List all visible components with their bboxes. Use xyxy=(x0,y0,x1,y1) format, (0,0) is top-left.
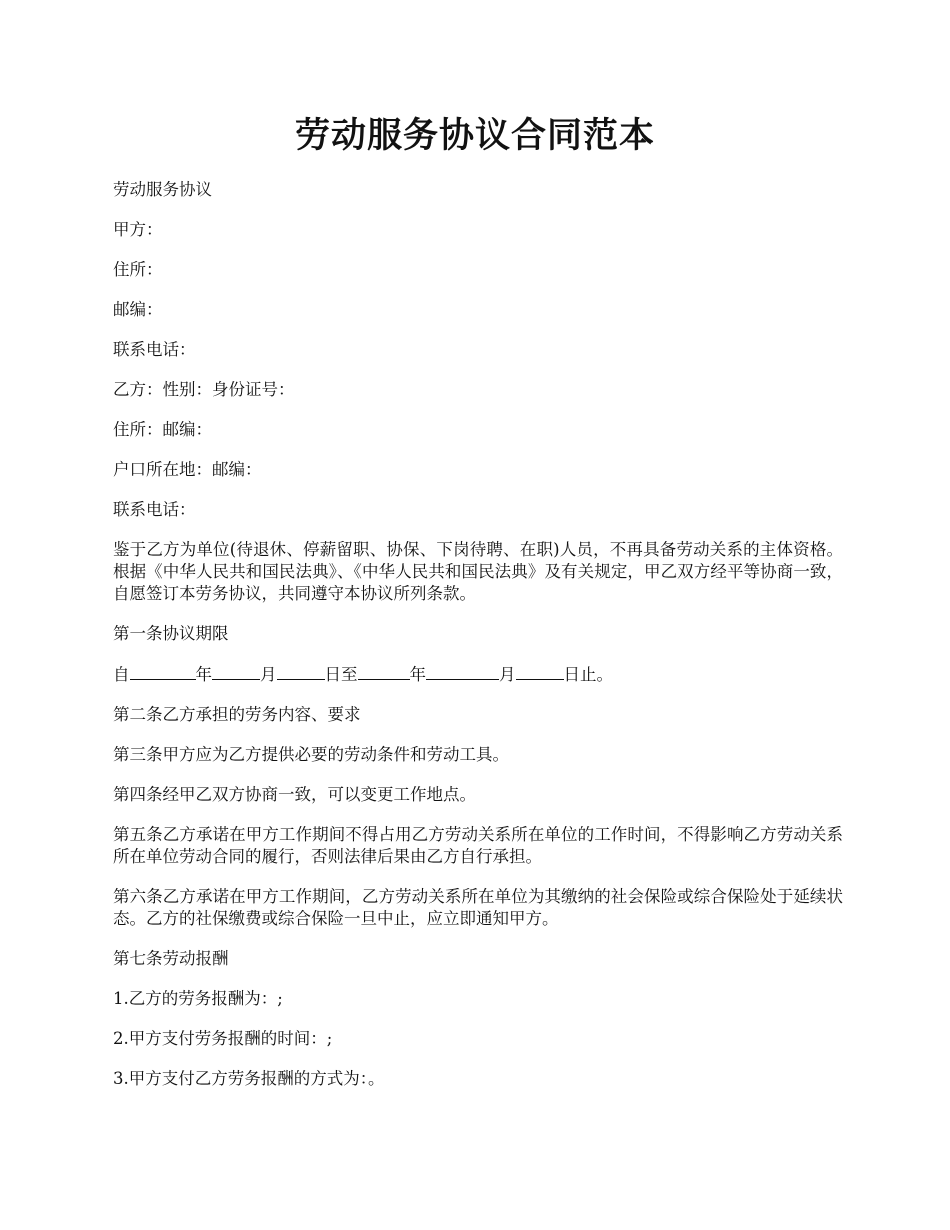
paragraph-heading: 劳动服务协议 xyxy=(113,180,212,199)
article-2: 第二条乙方承担的劳务内容、要求 xyxy=(113,705,361,724)
document-body xyxy=(113,179,843,1108)
blank-year-end xyxy=(358,663,410,680)
term-line xyxy=(113,663,843,686)
article-3: 第三条甲方应为乙方提供必要的劳动条件和劳动工具。 xyxy=(113,745,509,764)
term-month2: 月 xyxy=(499,665,516,684)
party-b-household: 户口所在地：邮编： xyxy=(113,460,262,479)
article-5: 第五条乙方承诺在甲方工作期间不得占用乙方劳动关系所在单位的工作时间，不得影响乙方劳动关系所在单位劳动合同的履行，否则法律后果由乙方自行承担。 xyxy=(113,825,843,866)
party-b-label: 乙方：性别：身份证号： xyxy=(113,380,295,399)
article-7-item-1: 1.乙方的劳务报酬为：; xyxy=(113,989,283,1008)
document-title: 劳动服务协议合同范本 xyxy=(294,115,655,156)
term-day1: 日至 xyxy=(324,665,358,684)
term-month1: 月 xyxy=(260,665,277,684)
blank-month-end xyxy=(426,663,499,680)
party-a-postcode: 邮编： xyxy=(113,300,163,319)
article-7-item-3: 3.甲方支付乙方劳务报酬的方式为：。 xyxy=(113,1069,385,1088)
party-a-address: 住所： xyxy=(113,260,163,279)
blank-month-start xyxy=(212,663,260,680)
preamble-paragraph: 鉴于乙方为单位(待退休、停薪留职、协保、下岗待聘、在职)人员，不再具备劳动关系的主体资格。根据《中华人民共和国民法典》、《中华人民共和国民法典》及有关规定，甲乙双方经平等协商一致，自愿签订本劳务协议，共同遵守本协议所列条款。 xyxy=(113,540,843,603)
party-a-phone: 联系电话： xyxy=(113,340,196,359)
blank-day-start xyxy=(277,663,325,680)
party-a-label: 甲方： xyxy=(113,220,163,239)
blank-day-end xyxy=(516,663,564,680)
article-6: 第六条乙方承诺在甲方工作期间，乙方劳动关系所在单位为其缴纳的社会保险或综合保险处于延续状态。乙方的社保缴费或综合保险一旦中止，应立即通知甲方。 xyxy=(113,887,843,928)
term-from: 自 xyxy=(113,665,130,684)
party-b-phone: 联系电话： xyxy=(113,500,196,519)
blank-year-start xyxy=(130,663,196,680)
term-day2: 日止。 xyxy=(563,665,613,684)
article-4: 第四条经甲乙双方协商一致，可以变更工作地点。 xyxy=(113,785,476,804)
article-7-item-2: 2.甲方支付劳务报酬的时间：; xyxy=(113,1029,333,1048)
party-b-address: 住所：邮编： xyxy=(113,420,212,439)
term-year2: 年 xyxy=(409,665,426,684)
term-year1: 年 xyxy=(195,665,212,684)
article-1-heading: 第一条协议期限 xyxy=(113,624,229,643)
article-7-heading: 第七条劳动报酬 xyxy=(113,949,229,968)
